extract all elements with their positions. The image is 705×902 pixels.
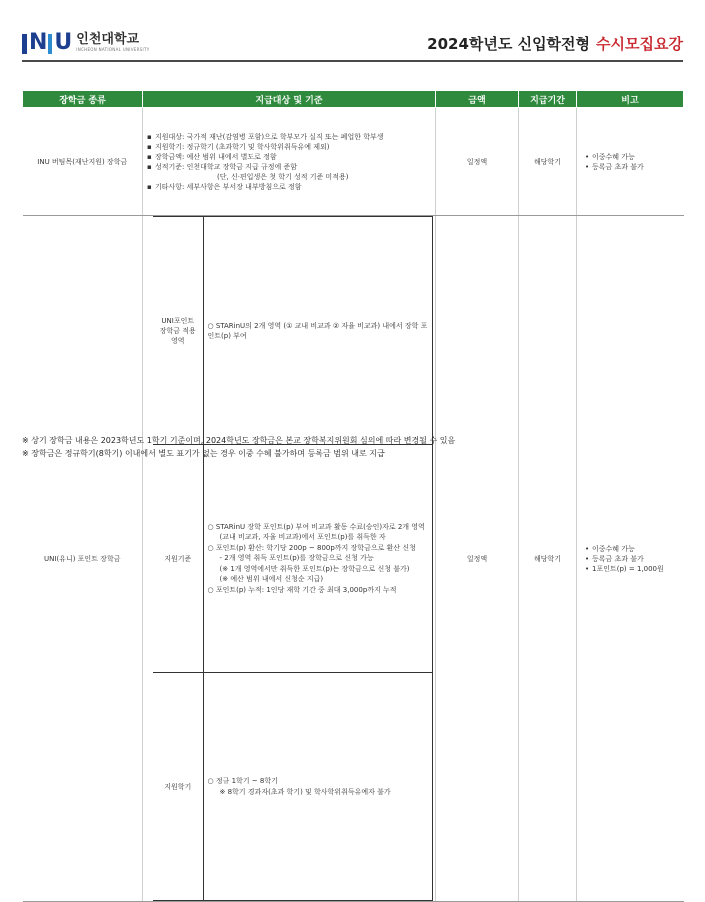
subtable-line: ○ 정규 1학기 ~ 8학기 bbox=[207, 777, 278, 785]
logo-korean-name: 인천대학교 bbox=[76, 31, 140, 47]
subtable-cell bbox=[203, 445, 433, 673]
logo-english-name: INCHEON NATIONAL UNIVERSITY bbox=[76, 46, 150, 52]
logo-mark: N U bbox=[22, 30, 72, 54]
subtable-line: ○ 포인트(p) 누적: 1인당 재학 기간 중 최대 3,000p까지 누적 bbox=[207, 585, 397, 594]
criteria-item: ▪ 지원학기: 정규학기 (초과학기 및 학사학위취득유예 제외) bbox=[147, 142, 431, 152]
criteria-item: ▪ 지원대상: 국가적 재난(감염병 포함)으로 학부모가 실직 또는 폐업한 학부생 bbox=[147, 132, 431, 142]
scholarship-name: INU 버팀목(재난지원) 장학금 bbox=[23, 108, 143, 216]
subtable-line: (※ 예산 범위 내에서 신청순 지급) bbox=[219, 575, 324, 584]
page-header bbox=[0, 0, 705, 62]
subtable-line: (※ 1개 영역에서만 취득한 포인트(p)는 장학금으로 신청 불가) bbox=[219, 564, 410, 573]
footnote: ※ 상기 장학금 내용은 2023학년도 1학기 기준이며, 2024학년도 장학금은 본교 장학복지위원회 심의에 따라 변경될 수 있음 bbox=[22, 436, 456, 445]
criteria-item: ▪ 기타사항: 세부사항은 부서장 내부방침으로 정함 bbox=[147, 182, 431, 192]
header-amount: 금액 bbox=[436, 91, 519, 108]
table-row bbox=[23, 108, 684, 216]
title-divider bbox=[22, 60, 683, 62]
criteria-note: (단, 신·편입생은 첫 학기 성적 기준 미적용) bbox=[217, 172, 349, 181]
subtable-label: 지원기준 bbox=[153, 445, 203, 673]
scholarship-amount: 일정액 bbox=[436, 216, 519, 902]
scholarship-period: 해당학기 bbox=[519, 216, 577, 902]
remark-item: • 1포인트(p) = 1,000원 bbox=[585, 564, 684, 574]
criteria-item: ▪ 장학금액: 예산 범위 내에서 별도로 정함 bbox=[147, 152, 431, 162]
scholarship-criteria bbox=[143, 108, 436, 216]
criteria-subtable bbox=[153, 216, 433, 901]
subtable-line: ※ 8학기 경과자(초과 학기) 및 학사학위취득유예자 불가 bbox=[219, 787, 391, 796]
scholarship-table bbox=[22, 90, 684, 902]
header-remarks: 비고 bbox=[577, 91, 684, 108]
scholarship-name: UNI(유니) 포인트 장학금 bbox=[23, 216, 143, 902]
document-title bbox=[427, 33, 683, 54]
university-logo bbox=[22, 30, 149, 54]
header-period: 지급기간 bbox=[519, 91, 577, 108]
scholarship-period: 해당학기 bbox=[519, 108, 577, 216]
subtable-label: 지원학기 bbox=[153, 673, 203, 901]
header-scholarship-type: 장학금 종류 bbox=[23, 91, 143, 108]
subtable-line: - 2개 영역 취득 포인트(p)를 장학금으로 신청 가능 bbox=[219, 554, 374, 563]
subtable-line: ○ STARinU 장학 포인트(p) 부여 비교과 활동 수료(승인)자로 2개 영역 bbox=[207, 522, 425, 531]
subtable-line: (교내 비교과, 자율 비교과)에서 포인트(p)를 취득한 자 bbox=[219, 533, 386, 542]
scholarship-remarks bbox=[577, 108, 684, 216]
footnotes bbox=[22, 434, 683, 460]
subtable-cell bbox=[203, 673, 433, 901]
remark-item: • 등록금 초과 불가 bbox=[585, 162, 684, 172]
remark-item: • 이중수혜 가능 bbox=[585, 544, 684, 554]
scholarship-criteria bbox=[143, 216, 436, 902]
subtable-text: ○ STARinU의 2개 영역 (① 교내 비교과 ② 자율 비교과) 내에서 장학 포인트(p) 부여 bbox=[203, 217, 433, 445]
scholarship-remarks bbox=[577, 216, 684, 902]
subtable-line: ○ 포인트(p) 환산: 학기당 200p ~ 800p까지 장학금으로 환산 신청 bbox=[207, 543, 416, 552]
remark-item: • 이중수혜 가능 bbox=[585, 152, 684, 162]
subtable-label: UNI포인트 장학금 적용영역 bbox=[153, 217, 203, 445]
table-header-row bbox=[23, 91, 684, 108]
document-title-accent: 수시모집요강 bbox=[596, 35, 683, 53]
table-row bbox=[23, 216, 684, 902]
header-criteria: 지급대상 및 기준 bbox=[143, 91, 436, 108]
criteria-item: ▪ 성적기준: 인천대학교 장학금 지급 규정에 준함 bbox=[147, 162, 431, 172]
scholarship-amount: 일정액 bbox=[436, 108, 519, 216]
footnote: ※ 장학금은 정규학기(8학기) 이내에서 별도 표기가 없는 경우 이중 수혜 불가하며 등록금 범위 내로 지급 bbox=[22, 449, 385, 458]
document-title-main: 2024학년도 신입학전형 bbox=[427, 35, 591, 53]
remark-item: • 등록금 초과 불가 bbox=[585, 554, 684, 564]
